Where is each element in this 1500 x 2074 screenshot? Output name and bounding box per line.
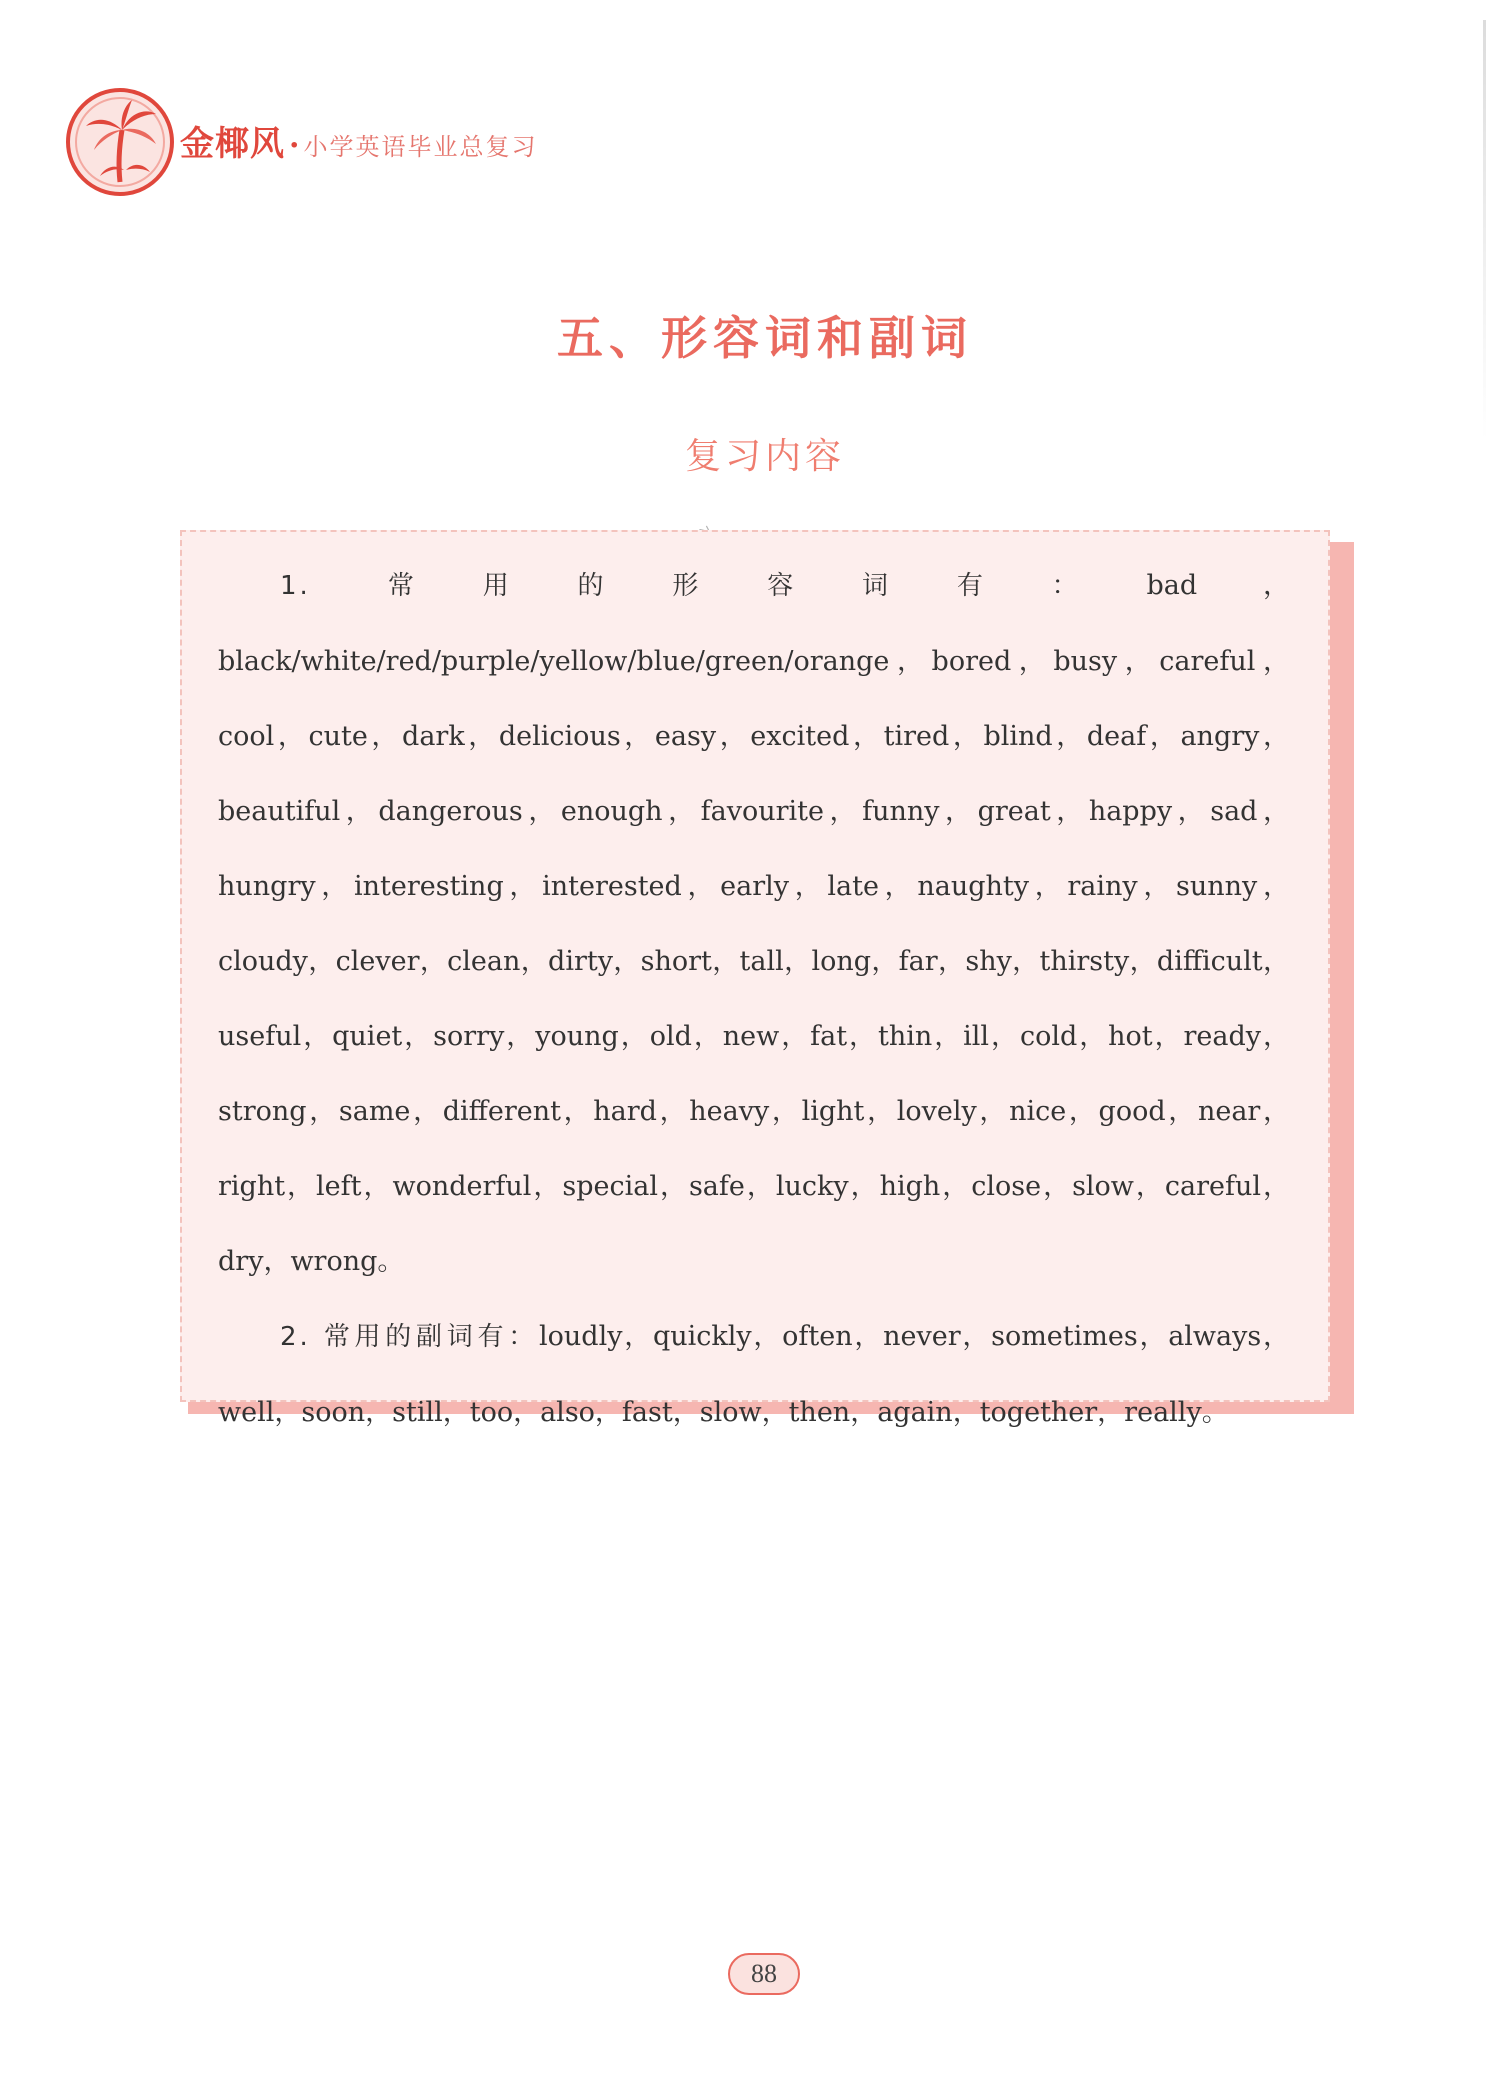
section-subtitle: 复习内容 — [684, 436, 845, 477]
palm-tree-logo-icon — [64, 86, 176, 198]
review-content — [218, 548, 1290, 1450]
brand-separator: · — [289, 128, 300, 163]
brand-name: 金椰风 — [180, 124, 285, 164]
adjectives-paragraph — [218, 548, 1290, 1299]
adjectives-list: bad，black/white/red/purple/yellow/blue/green/orange，bored，busy，careful，cool，cute，dark，delicious，easy，excited，tired，blind，deaf，angry，beautiful，dangerous，enough，favourite，funny，great，happy，sad，hungry，interesting，interested，early，late，naughty，rainy，sunny，cloudy，clever，clean，dirty，short，tall，long，far，shy，thirsty，difficult，useful，quiet，sorry，young，old，new，fat，thin，ill，cold，hot，ready，strong，same，different，hard，heavy，light，lovely，nice，good，near，right，left，wonderful，special，safe，lucky，high，close，slow，careful，dry，wrong。 — [218, 570, 1290, 1277]
page-edge-shadow — [1483, 20, 1486, 440]
adverbs-label: 2. 常用的副词有： — [280, 1322, 540, 1352]
section-title: 五、形容词和副词 — [557, 311, 973, 365]
adverbs-paragraph — [218, 1299, 1290, 1450]
page-number-text: 88 — [751, 1959, 777, 1988]
series-title: 小学英语毕业总复习 — [303, 133, 538, 161]
header-brand — [180, 116, 537, 168]
adverbs-list: loudly，quickly，often，never，sometimes，always，well，soon，still，too，also，fast，slow，then，again，together，really。 — [218, 1321, 1290, 1428]
page-number — [728, 1953, 800, 1995]
adjectives-label: 1. 常用的形容词有： — [280, 571, 1147, 601]
